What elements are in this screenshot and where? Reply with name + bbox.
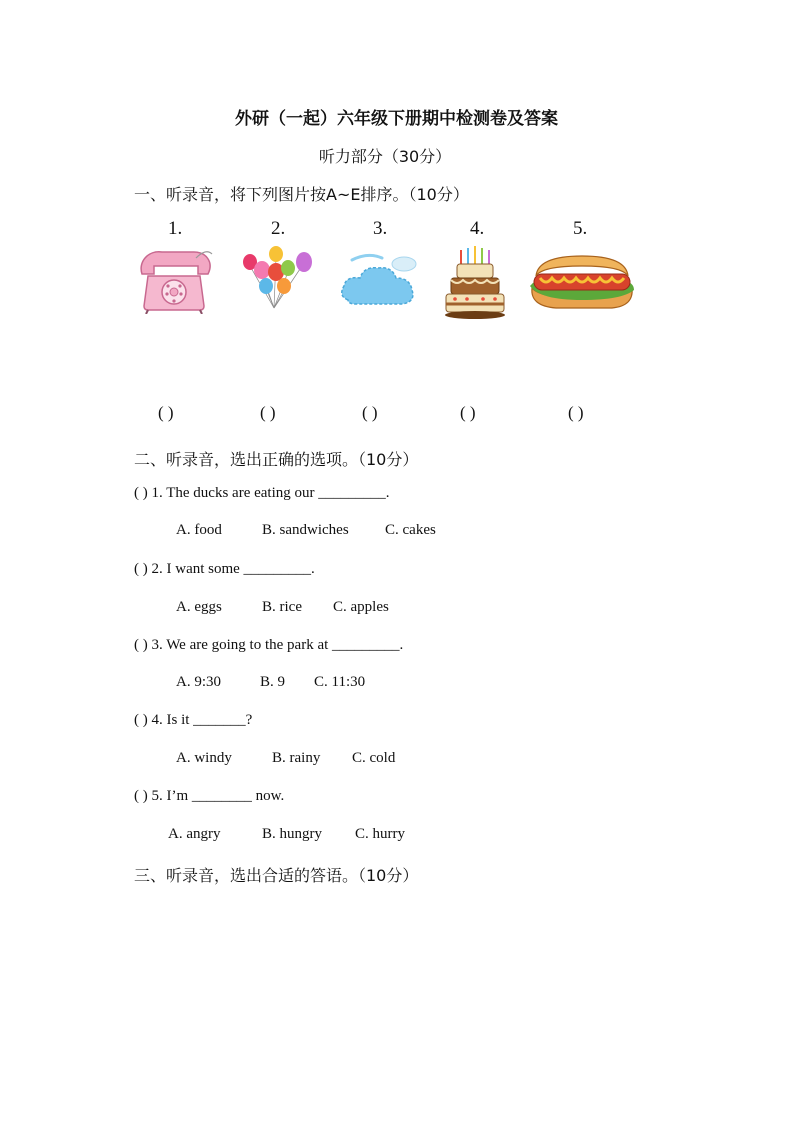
option-b[interactable]: B. hungry xyxy=(262,826,322,842)
picture-number-4: 4. xyxy=(470,218,485,239)
option-b[interactable]: B. rice xyxy=(262,599,302,615)
section3-heading: 三、听录音，选出合适的答语。（10分） xyxy=(134,866,419,885)
option-b[interactable]: B. sandwiches xyxy=(262,522,349,538)
option-a[interactable]: A. 9:30 xyxy=(176,674,221,690)
hot-dog-icon xyxy=(526,252,638,314)
picture-number-5: 5. xyxy=(573,218,588,239)
option-a[interactable]: A. angry xyxy=(168,826,221,842)
picture-number-3: 3. xyxy=(373,218,388,239)
section2-heading: 二、听录音，选出正确的选项。（10分） xyxy=(134,450,419,469)
birthday-cake-icon xyxy=(443,244,507,320)
answer-blank-4[interactable]: ( ) xyxy=(460,403,476,422)
answer-blank-5[interactable]: ( ) xyxy=(568,403,584,422)
option-a[interactable]: A. windy xyxy=(176,750,232,766)
option-c[interactable]: C. cold xyxy=(352,750,396,766)
answer-blank-2[interactable]: ( ) xyxy=(260,403,276,422)
cloud-icon xyxy=(338,250,420,314)
option-b[interactable]: B. rainy xyxy=(272,750,321,766)
question-2[interactable]: ( ) 2. I want some _________. xyxy=(134,561,315,577)
section1-heading: 一、听录音，将下列图片按A~E排序。（10分） xyxy=(134,185,469,204)
option-a[interactable]: A. eggs xyxy=(176,599,222,615)
document-title: 外研（一起）六年级下册期中检测卷及答案 xyxy=(235,109,558,129)
section-subtitle: 听力部分（30分） xyxy=(318,147,452,166)
option-a[interactable]: A. food xyxy=(176,522,222,538)
picture-number-2: 2. xyxy=(271,218,286,239)
balloons-icon xyxy=(236,244,320,314)
picture-number-1: 1. xyxy=(168,218,183,239)
question-5[interactable]: ( ) 5. I’m ________ now. xyxy=(134,788,285,804)
question-4[interactable]: ( ) 4. Is it _______? xyxy=(134,712,253,728)
telephone-icon xyxy=(134,244,214,314)
option-c[interactable]: C. 11:30 xyxy=(314,674,366,690)
question-3[interactable]: ( ) 3. We are going to the park at _________. xyxy=(134,637,404,653)
option-b[interactable]: B. 9 xyxy=(260,674,286,690)
answer-blank-1[interactable]: ( ) xyxy=(158,403,174,422)
option-c[interactable]: C. hurry xyxy=(355,826,405,842)
option-c[interactable]: C. apples xyxy=(333,599,389,615)
answer-blank-3[interactable]: ( ) xyxy=(362,403,378,422)
option-c[interactable]: C. cakes xyxy=(385,522,436,538)
question-1[interactable]: ( ) 1. The ducks are eating our _________. xyxy=(134,485,390,501)
